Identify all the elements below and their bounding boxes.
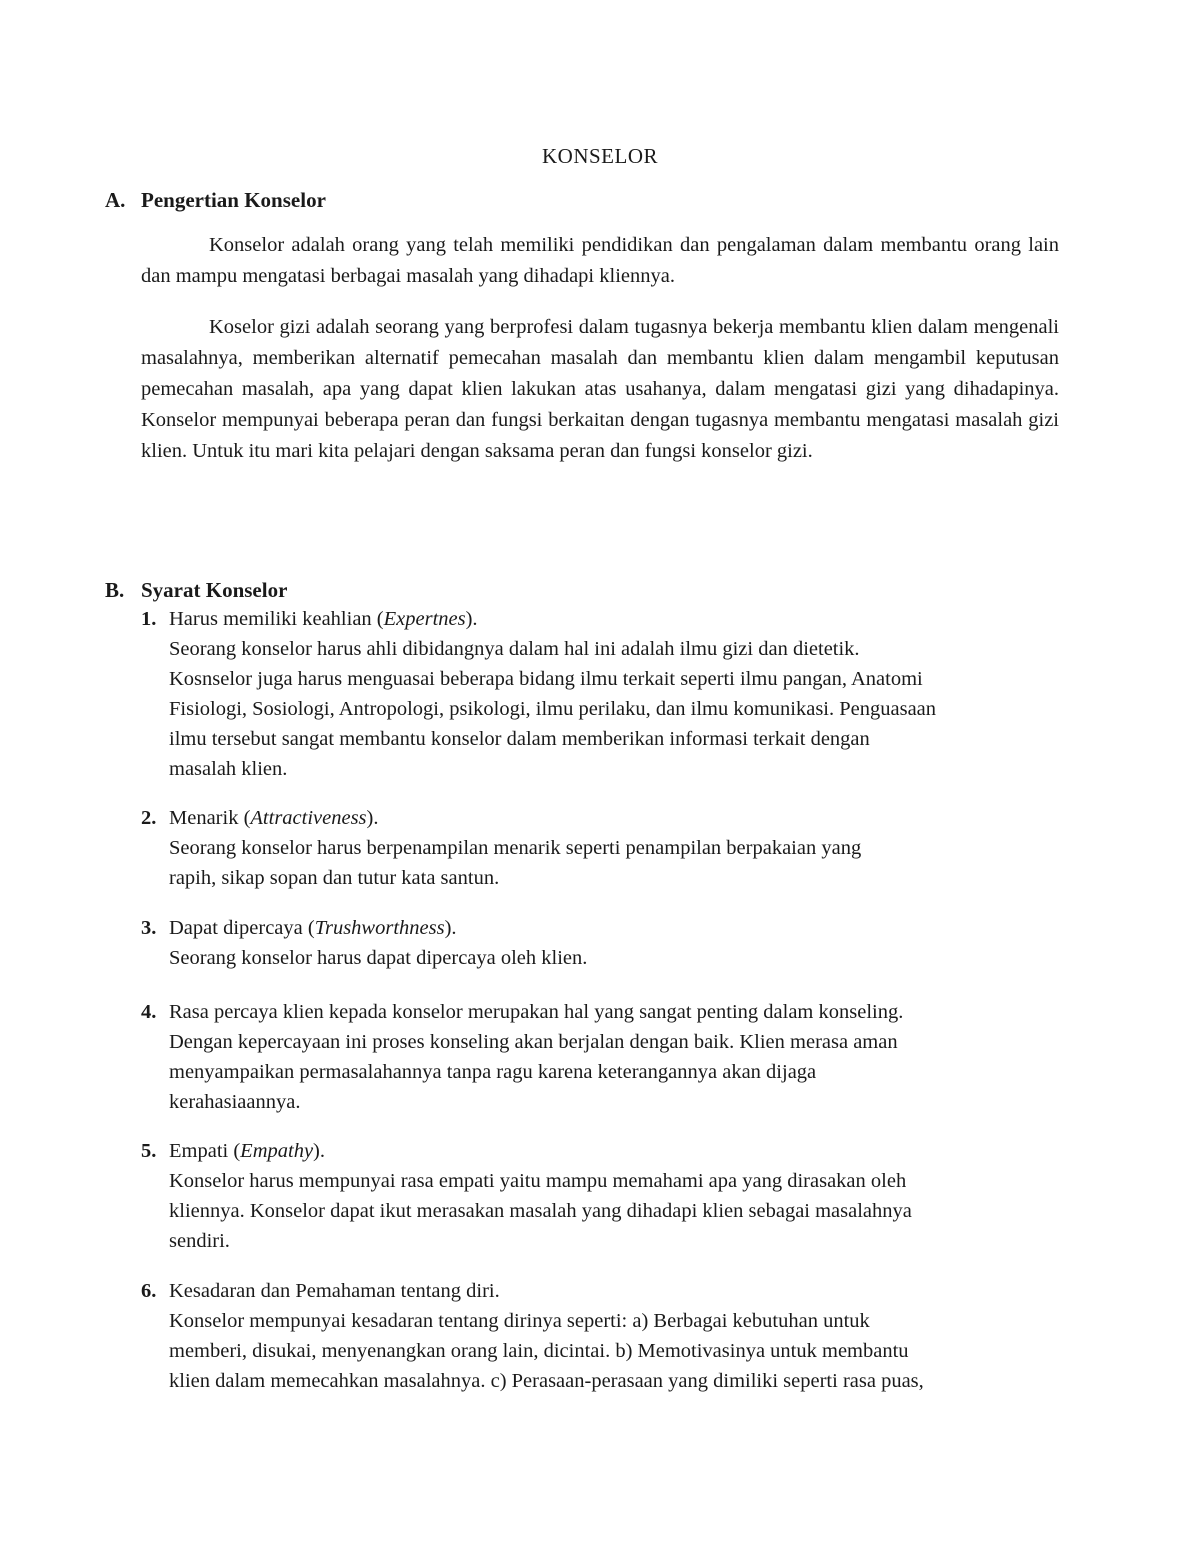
list-item-line: Dengan kepercayaan ini proses konseling akan berjalan dengan baik. Klien merasa aman — [169, 1031, 898, 1053]
list-item-line: Seorang konselor harus dapat dipercaya oleh klien. — [169, 947, 588, 969]
list-item-title: Harus memiliki keahlian (Expertnes). — [169, 608, 478, 630]
section-a-paragraph-1 — [141, 230, 1059, 292]
list-item-line: ilmu tersebut sangat membantu konselor dalam memberikan informasi terkait dengan — [169, 728, 870, 750]
list-item-6 — [141, 1276, 1071, 1396]
section-b-heading — [105, 578, 287, 603]
list-item-line: memberi, disukai, menyenangkan orang lain, dicintai. b) Memotivasinya untuk membantu — [169, 1340, 909, 1362]
list-item-4 — [141, 997, 1071, 1117]
list-item-number: 5. — [141, 1140, 157, 1162]
list-item-line: Konselor harus mempunyai rasa empati yaitu mampu memahami apa yang dirasakan oleh — [169, 1170, 907, 1192]
list-item-line: klien dalam memecahkan masalahnya. c) Perasaan-perasaan yang dimiliki seperti rasa puas, — [169, 1370, 924, 1392]
list-item-line: Seorang konselor harus berpenampilan menarik seperti penampilan berpakaian yang — [169, 837, 862, 859]
list-item-line: Kosnselor juga harus menguasai beberapa bidang ilmu terkait seperti ilmu pangan, Anatomi — [169, 668, 923, 690]
list-item-5 — [141, 1136, 1071, 1256]
list-item-number: 1. — [141, 608, 157, 630]
list-item-line: Konselor mempunyai kesadaran tentang dirinya seperti: a) Berbagai kebutuhan untuk — [169, 1310, 870, 1332]
list-item-number: 6. — [141, 1280, 157, 1302]
list-item-number: 2. — [141, 807, 157, 829]
section-b-title: Syarat Konselor — [141, 578, 288, 602]
list-item-title: Dapat dipercaya (Trushworthness). — [169, 917, 457, 939]
list-item-line: kliennya. Konselor dapat ikut merasakan masalah yang dihadapi klien sebagai masalahnya — [169, 1200, 912, 1222]
section-a-heading — [105, 188, 326, 213]
list-item-line: masalah klien. — [169, 758, 288, 780]
list-item-title: Kesadaran dan Pemahaman tentang diri. — [169, 1280, 500, 1302]
list-item-2 — [141, 803, 1071, 893]
list-item-title: Menarik (Attractiveness). — [169, 807, 379, 829]
section-a-paragraph-2 — [141, 312, 1059, 467]
list-item-title: Rasa percaya klien kepada konselor merupakan hal yang sangat penting dalam konseling. — [169, 1001, 904, 1023]
paragraph-2-text: Koselor gizi adalah seorang yang berprofesi dalam tugasnya bekerja membantu klien dalam mengenali masalahnya, memberikan alternatif pemecahan masalah dan membantu klien dalam mengambil keputusan pemecahan masalah, apa yang dapat klien lakukan atas usahanya, dalam mengatasi gizi yang dihadapinya. Konselor mempunyai beberapa peran dan fungsi berkaitan dengan tugasnya membantu mengatasi masalah gizi klien. Untuk itu mari kita pelajari dengan saksama peran dan fungsi konselor gizi. — [141, 316, 1059, 462]
list-item-3 — [141, 913, 1071, 973]
list-item-line: menyampaikan permasalahannya tanpa ragu karena keterangannya akan dijaga — [169, 1061, 817, 1083]
list-item-line: kerahasiaannya. — [169, 1091, 301, 1113]
section-b-letter: B. — [105, 578, 125, 602]
section-a-title: Pengertian Konselor — [141, 188, 326, 212]
list-item-line: Seorang konselor harus ahli dibidangnya dalam hal ini adalah ilmu gizi dan dietetik. — [169, 638, 860, 660]
list-item-line: sendiri. — [169, 1230, 230, 1252]
list-item-1 — [141, 604, 1071, 784]
list-item-line: Fisiologi, Sosiologi, Antropologi, psikologi, ilmu perilaku, dan ilmu komunikasi. Penguasaan — [169, 698, 937, 720]
section-a-letter: A. — [105, 188, 126, 212]
document-title: KONSELOR — [541, 144, 658, 168]
list-item-number: 3. — [141, 917, 157, 939]
list-item-number: 4. — [141, 1001, 157, 1023]
list-item-title: Empati (Empathy). — [169, 1140, 325, 1162]
paragraph-1-text: Konselor adalah orang yang telah memiliki pendidikan dan pengalaman dalam membantu orang lain dan mampu mengatasi berbagai masalah yang dihadapi kliennya. — [141, 234, 1059, 287]
list-item-line: rapih, sikap sopan dan tutur kata santun. — [169, 867, 500, 889]
